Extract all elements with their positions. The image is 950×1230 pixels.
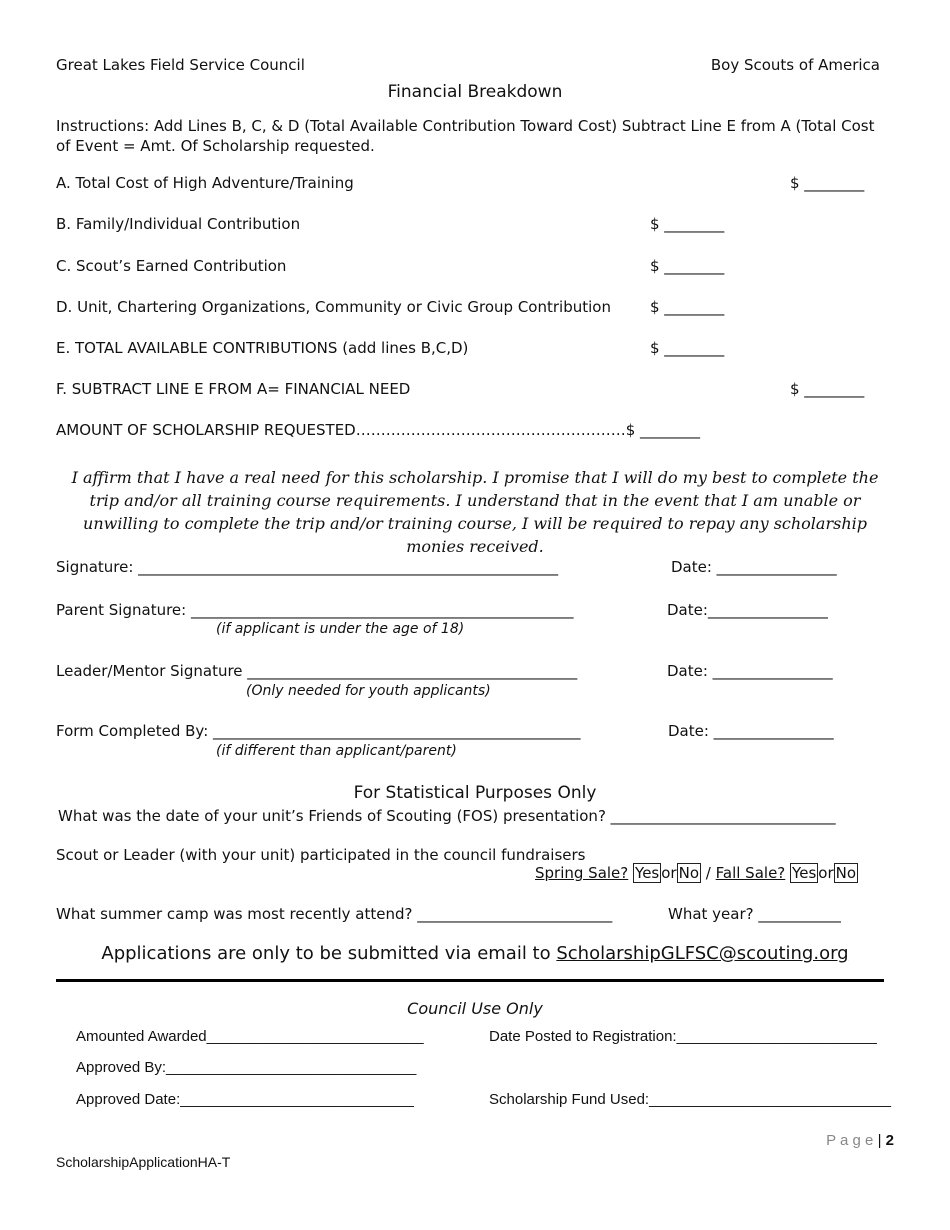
form-completed-date-field[interactable]: Date: ________________ [668,722,834,740]
parent-signature-field[interactable]: Parent Signature: ___________________________________________________ [56,601,574,619]
line-d-blank[interactable]: $ ________ [650,298,725,316]
fos-date-field[interactable]: What was the date of your unit’s Friends of Scouting (FOS) presentation? ______________________________ [58,807,836,825]
page-number [826,1132,894,1149]
line-a-blank[interactable]: $ ________ [790,174,865,192]
page-number-value: 2 [885,1132,894,1149]
approved-by-field[interactable]: Approved By:______________________________ [76,1059,417,1076]
line-e-blank[interactable]: $ ________ [650,339,725,357]
page-label: P a g e [826,1132,874,1149]
scholarship-requested-line[interactable]: AMOUNT OF SCHOLARSHIP REQUESTED………………………………………………$ ________ [56,421,701,439]
spring-sale-yes-box[interactable]: Yes [635,864,660,882]
approved-date-field[interactable]: Approved Date:____________________________ [76,1091,414,1108]
signature-date-field[interactable]: Date: ________________ [671,558,837,576]
line-a-label: A. Total Cost of High Adventure/Training [56,174,354,192]
parent-signature-note: (if applicant is under the age of 18) [216,621,465,637]
fundraiser-question: Scout or Leader (with your unit) participated in the council fundraisers [56,846,586,864]
organization-name: Boy Scouts of America [710,56,880,74]
line-f-label: F. SUBTRACT LINE E FROM A= FINANCIAL NEED [56,380,411,398]
amount-awarded-field[interactable]: Amounted Awarded__________________________ [76,1028,424,1045]
line-f-blank[interactable]: $ ________ [790,380,865,398]
scholarship-fund-field[interactable]: Scholarship Fund Used:_____________________________ [489,1091,892,1108]
date-posted-field[interactable]: Date Posted to Registration:________________________ [489,1028,877,1045]
line-d-label: D. Unit, Chartering Organizations, Community or Civic Group Contribution [56,298,611,316]
spring-or: or [661,864,677,882]
slash-separator: / [705,864,711,882]
spring-sale-label: Spring Sale? [535,864,629,882]
fundraiser-answers [535,864,858,882]
instructions: Instructions: Add Lines B, C, & D (Total Available Contribution Toward Cost) Subtract Line E from A (Total Cost of Event = Amt. Of Scholarship requested. [56,117,875,155]
fall-or: or [818,864,834,882]
line-c-blank[interactable]: $ ________ [650,257,725,275]
fall-sale-label: Fall Sale? [715,864,786,882]
parent-signature-date-field[interactable]: Date:________________ [667,601,828,619]
fall-sale-yes-box[interactable]: Yes [792,864,817,882]
leader-signature-date-field[interactable]: Date: ________________ [667,662,833,680]
fall-sale-no-box[interactable]: No [835,864,857,882]
line-b-blank[interactable]: $ ________ [650,215,725,233]
document-id: ScholarshipApplicationHA-T [56,1154,231,1170]
signature-field[interactable]: Signature: ________________________________________________________ [56,558,559,576]
submission-notice [0,943,950,964]
council-name: Great Lakes Field Service Council [56,56,305,74]
spring-sale-no-box[interactable]: No [678,864,700,882]
form-completed-note: (if different than applicant/parent) [216,743,457,759]
leader-signature-note: (Only needed for youth applicants) [246,683,491,699]
line-c-label: C. Scout’s Earned Contribution [56,257,287,275]
council-use-heading: Council Use Only [407,999,543,1018]
camp-year-field[interactable]: What year? ___________ [668,905,841,923]
line-e-label: E. TOTAL AVAILABLE CONTRIBUTIONS (add lines B,C,D) [56,339,469,357]
summer-camp-field[interactable]: What summer camp was most recently attend? __________________________ [56,905,613,923]
submission-email-link[interactable]: ScholarshipGLFSC@scouting.org [556,943,849,964]
line-b-label: B. Family/Individual Contribution [56,215,301,233]
section-divider [56,979,884,982]
affirmation-statement: I affirm that I have a real need for this scholarship. I promise that I will do my best to complete the trip and/or all training course requirements. I understand that in the event that I am unable or unwilling to complete the trip and/or training course, I will be required to repay any scholarship monies received. [71,468,879,556]
leader-signature-field[interactable]: Leader/Mentor Signature ____________________________________________ [56,662,578,680]
form-completed-by-field[interactable]: Form Completed By: _________________________________________________ [56,722,581,740]
page-title: Financial Breakdown [387,82,563,102]
page-separator: | [877,1132,882,1149]
stats-heading: For Statistical Purposes Only [353,783,597,803]
submission-text: Applications are only to be submitted via email to [101,943,557,964]
